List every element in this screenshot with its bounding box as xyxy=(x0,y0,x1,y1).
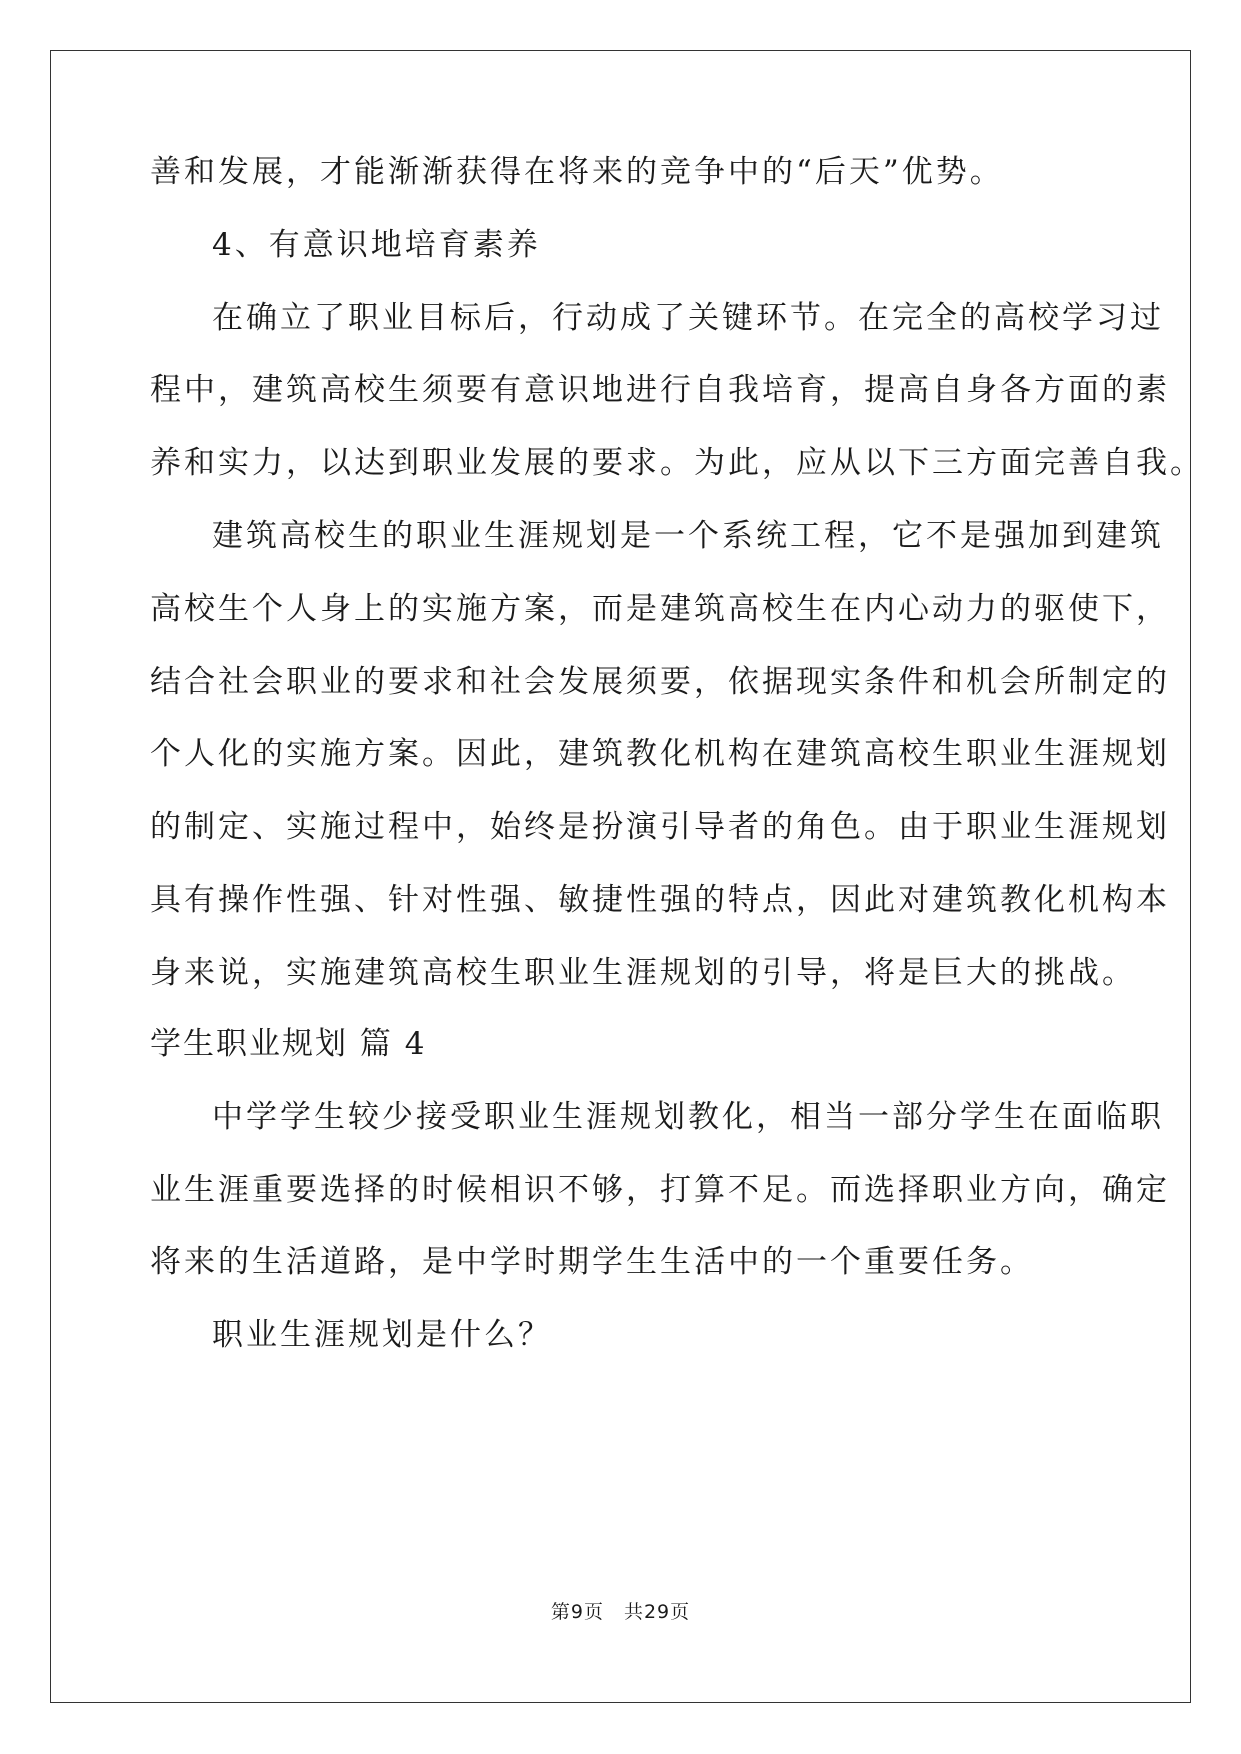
footer-suffix: 页 xyxy=(670,1601,691,1623)
paragraph-line: 在确立了职业目标后，行动成了关键环节。在完全的高校学习过 xyxy=(212,300,1164,336)
page-number-footer xyxy=(0,1600,1241,1624)
paragraph-line: 个人化的实施方案。因此，建筑教化机构在建筑高校生职业生涯规划 xyxy=(150,736,1170,772)
paragraph-line: 职业生涯规划是什么？ xyxy=(212,1317,552,1353)
paragraph-line: 高校生个人身上的实施方案，而是建筑高校生在内心动力的驱使下， xyxy=(150,591,1170,627)
paragraph-line: 养和实力，以达到职业发展的要求。为此，应从以下三方面完善自我。 xyxy=(150,445,1204,481)
paragraph-line: 程中，建筑高校生须要有意识地进行自我培育，提高自身各方面的素 xyxy=(150,372,1170,408)
footer-mid: 页 共 xyxy=(583,1601,644,1623)
paragraph-line: 4、有意识地培育素养 xyxy=(212,227,541,263)
paragraph-line: 建筑高校生的职业生涯规划是一个系统工程，它不是强加到建筑 xyxy=(212,518,1164,554)
footer-prefix: 第 xyxy=(550,1601,571,1623)
paragraph-line: 的制定、实施过程中，始终是扮演引导者的角色。由于职业生涯规划 xyxy=(150,809,1170,845)
paragraph-line: 业生涯重要选择的时候相识不够，打算不足。而选择职业方向，确定 xyxy=(150,1172,1170,1208)
paragraph-line: 将来的生活道路，是中学时期学生生活中的一个重要任务。 xyxy=(150,1244,1034,1280)
paragraph-line: 具有操作性强、针对性强、敏捷性强的特点，因此对建筑教化机构本 xyxy=(150,882,1170,918)
total-page-count: 29 xyxy=(643,1601,671,1623)
paragraph-line: 善和发展，才能渐渐获得在将来的竞争中的“后天”优势。 xyxy=(150,154,1004,190)
paragraph-line: 结合社会职业的要求和社会发展须要，依据现实条件和机会所制定的 xyxy=(150,664,1170,700)
paragraph-line: 中学学生较少接受职业生涯规划教化，相当一部分学生在面临职 xyxy=(212,1099,1164,1135)
paragraph-line: 身来说，实施建筑高校生职业生涯规划的引导，将是巨大的挑战。 xyxy=(150,955,1136,991)
section-heading: 学生职业规划 篇 4 xyxy=(150,1026,427,1062)
current-page-number: 9 xyxy=(570,1601,584,1623)
